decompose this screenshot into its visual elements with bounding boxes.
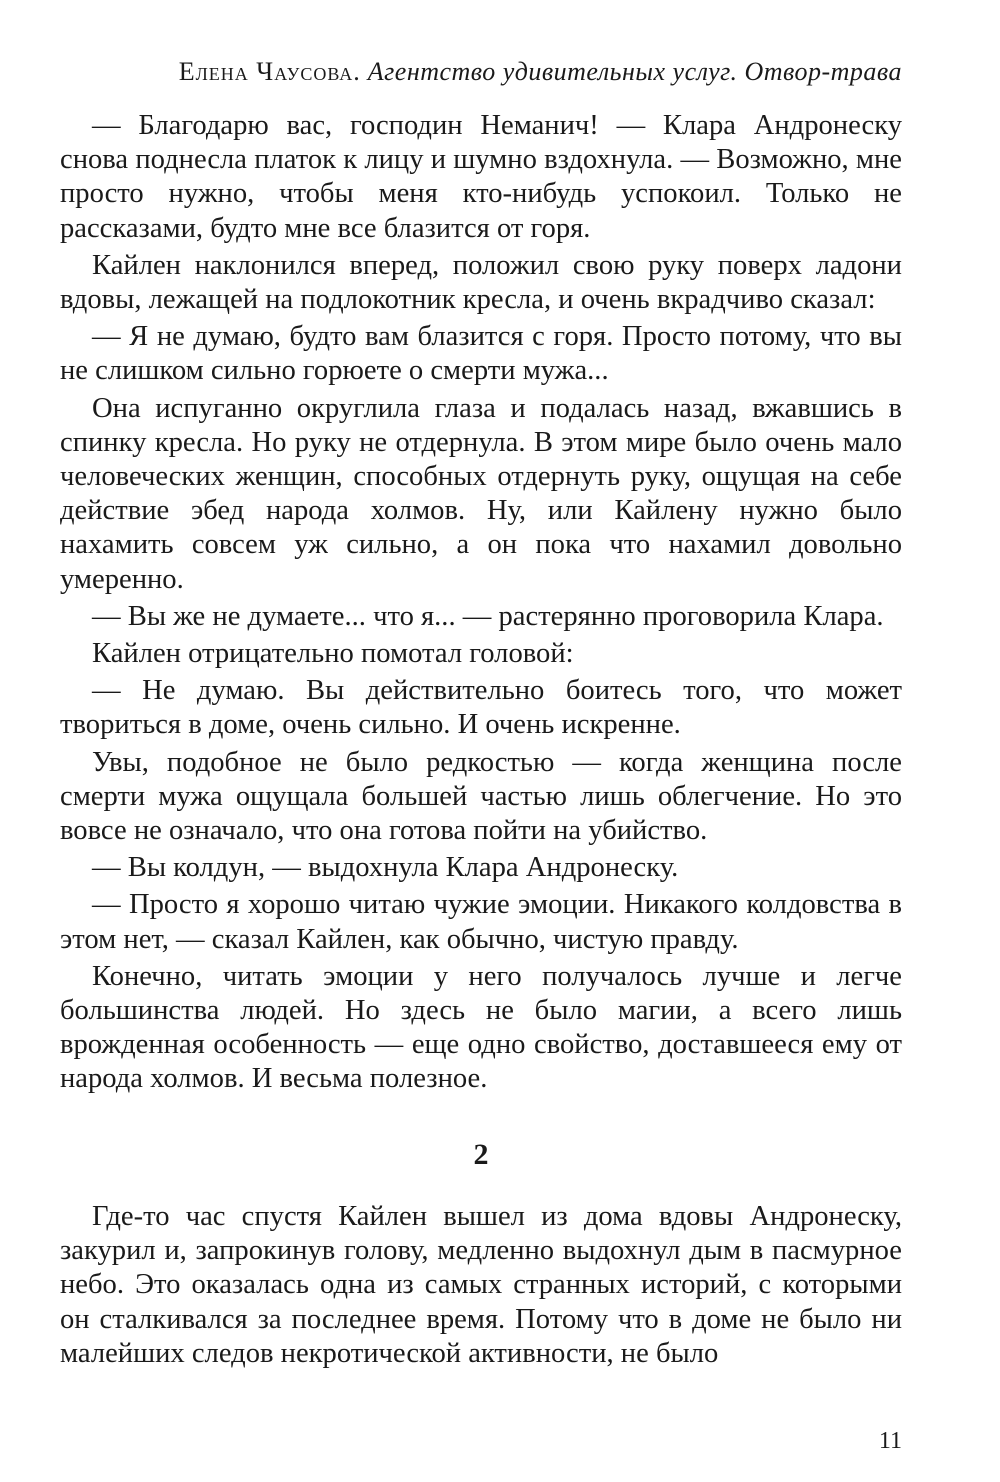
header-title: Агентство удивительных услуг. Отвор-трава — [367, 57, 902, 86]
paragraph: — Благодарю вас, господин Неманич! — Клара Андронеску снова поднесла платок к лицу и шумно вздохнула. — Возможно, мне просто нужно, чтобы меня кто-нибудь успокоил. Только не рассказами, будто мне все блазится от горя. — [60, 110, 902, 244]
paragraph: Конечно, читать эмоции у него получалось лучше и легче большинства людей. Но здесь не было магии, а всего лишь врожденная особенность — еще одно свойство, доставшееся ему от народа холмов. И весьма полезное. — [60, 960, 902, 1095]
paragraph: — Просто я хорошо читаю чужие эмоции. Никакого колдовства в этом нет, — сказал Кайлен, как обычно, чистую правду. — [60, 889, 902, 955]
paragraph: — Я не думаю, будто вам блазится с горя. Просто потому, что вы не слишком сильно горюете о смерти мужа... — [60, 321, 902, 387]
page-number: 11 — [878, 1428, 902, 1454]
book-page — [60, 0, 902, 1482]
paragraph: Увы, подобное не было редкостью — когда женщина после смерти мужа ощущала большей частью лишь облегчение. Но это вовсе не означало, что она готова пойти на убийство. — [60, 746, 902, 847]
paragraph: — Не думаю. Вы действительно боитесь того, что может твориться в доме, очень сильно. И очень искренне. — [60, 675, 902, 741]
paragraph: — Вы колдун, — выдохнула Клара Андронеску. — [92, 852, 679, 884]
paragraph: — Вы же не думаете... что я... — растерянно проговорила Клара. — [92, 600, 884, 632]
paragraph: Кайлен наклонился вперед, положил свою руку поверх ладони вдовы, лежащей на подлокотник кресла, и очень вкрадчиво сказал: — [60, 249, 902, 316]
chapter-body-text — [60, 1200, 902, 1371]
running-header — [60, 57, 902, 87]
paragraph: Кайлен отрицательно помотал головой: — [92, 638, 574, 670]
body-text — [60, 109, 902, 1097]
paragraph: Где-то час спустя Кайлен вышел из дома вдовы Андронеску, закурил и, запрокинув голову, медленно выдохнул дым в пасмурное небо. Это оказалась одна из самых странных историй, с которыми он сталкивался за последнее время. Потому что в доме не было ни малейших следов некротической активности, не было — [60, 1201, 902, 1369]
header-author: Елена Чаусова. — [178, 57, 361, 86]
paragraph: Она испуганно округлила глаза и подалась назад, вжавшись в спинку кресла. Но руку не отдернула. В этом мире было очень мало человеческих женщин, способных отдернуть руку, ощущая на себе действие эбед народа холмов. Ну, или Кайлену нужно было нахамить совсем уж сильно, а он пока что нахамил довольно умеренно. — [60, 392, 902, 595]
chapter-number: 2 — [473, 1138, 489, 1171]
